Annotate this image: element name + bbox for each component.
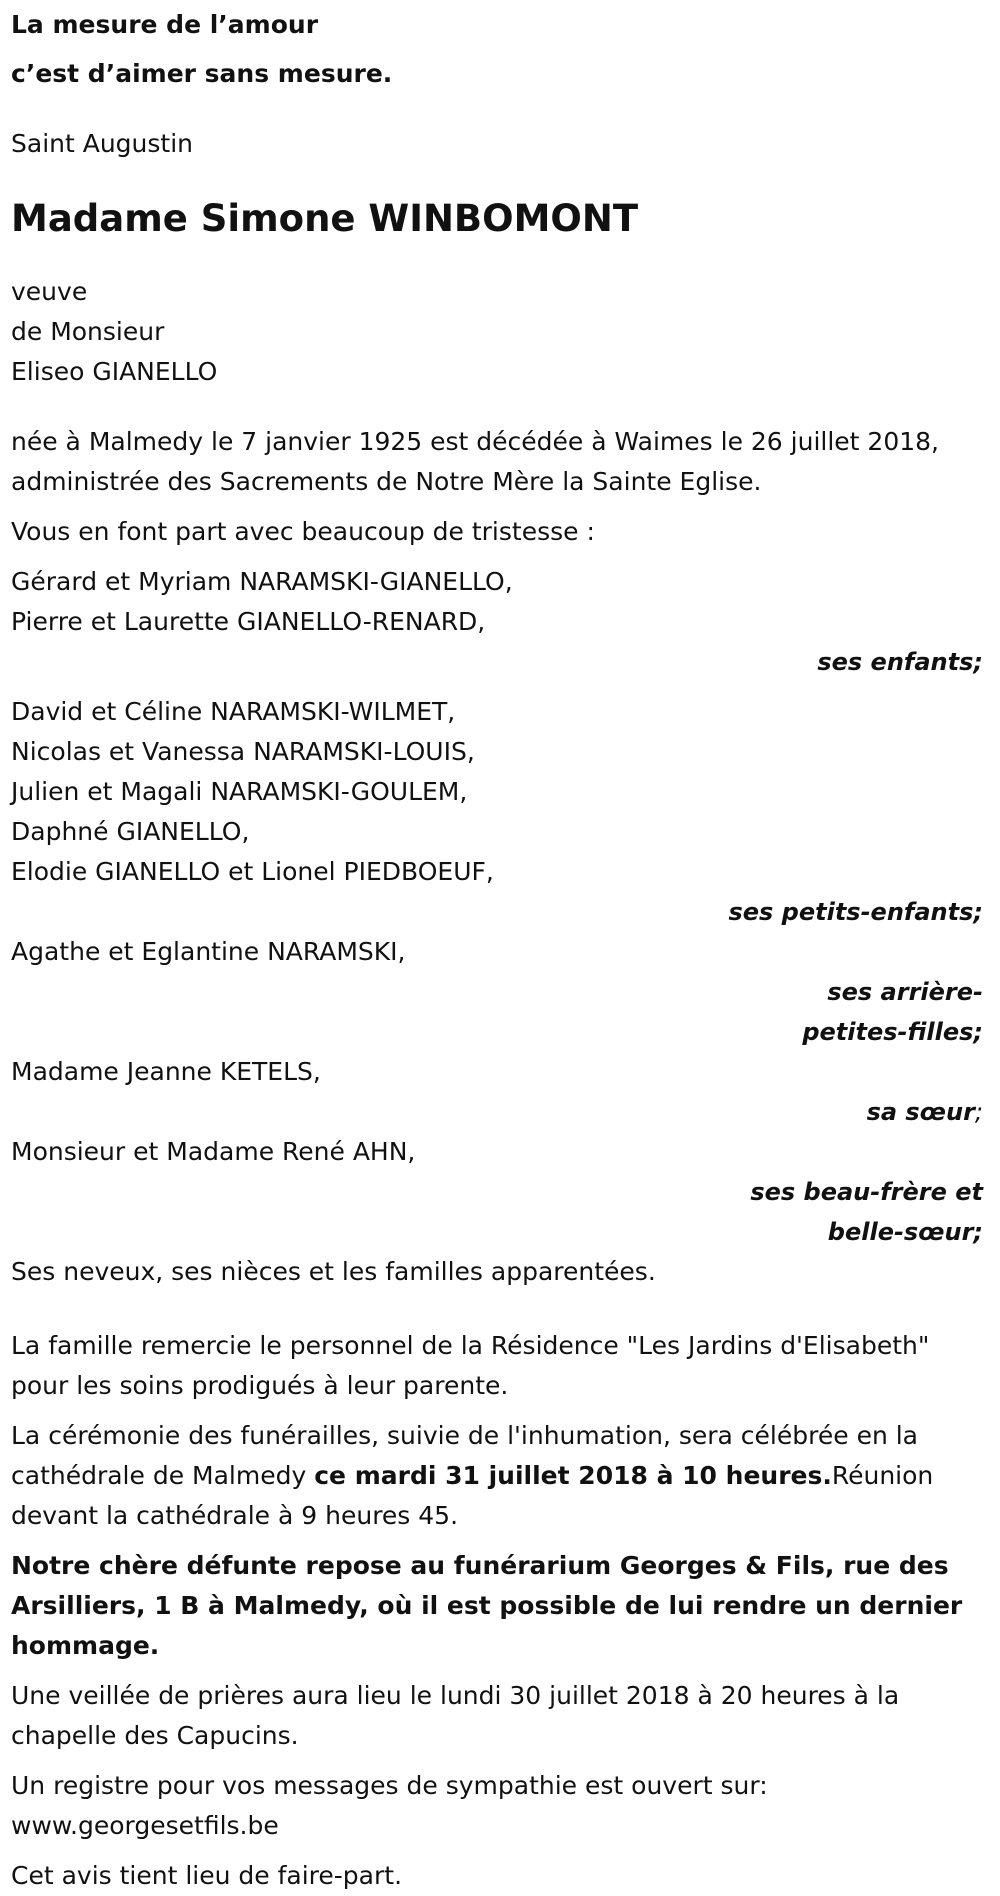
vigil-line-2: chapelle des Capucins. <box>11 1721 299 1750</box>
thanks-line-1: La famille remercie le personnel de la Résidence "Les Jardins d'Elisabeth" <box>11 1331 930 1360</box>
vigil-line-1: Une veillée de prières aura lieu le lundi 30 juillet 2018 à 20 heures à la <box>11 1681 900 1710</box>
deceased-name: Madame Simone WINBOMONT <box>11 197 639 240</box>
ceremony-line-2 <box>11 1456 986 1496</box>
great-grandchildren-group <box>11 932 986 1052</box>
sister-role-text: sa sœur <box>866 1098 975 1126</box>
grandchild-name: Nicolas et Vanessa NARAMSKI-LOUIS, <box>11 737 475 766</box>
closing-note: Cet avis tient lieu de faire-part. <box>11 1861 403 1890</box>
viewing-line-1: Notre chère défunte repose au funérarium Georges & Fils, rue des <box>11 1551 949 1580</box>
sister-role <box>11 1092 986 1132</box>
great-grandchildren-role-line-1: ses arrière- <box>827 978 983 1006</box>
sister-role-punct: ; <box>974 1098 983 1126</box>
viewing-paragraph <box>11 1546 986 1666</box>
widow-line-1: veuve <box>11 277 88 306</box>
grandchild-name: Elodie GIANELLO et Lionel PIEDBOEUF, <box>11 857 494 886</box>
register-line: Un registre pour vos messages de sympathie est ouvert sur: <box>11 1771 768 1800</box>
extended-family: Ses neveux, ses nièces et les familles apparentées. <box>11 1257 656 1286</box>
obituary-notice <box>11 0 986 1896</box>
grandchild-name: David et Céline NARAMSKI-WILMET, <box>11 697 456 726</box>
quote-author: Saint Augustin <box>11 129 194 158</box>
sister-name: Madame Jeanne KETELS, <box>11 1057 321 1086</box>
register-url[interactable]: www.georgesetfils.be <box>11 1811 279 1840</box>
ceremony-place: cathédrale de Malmedy <box>11 1461 315 1490</box>
children-role: ses enfants; <box>817 648 983 676</box>
children-group <box>11 562 986 682</box>
child-name: Pierre et Laurette GIANELLO-RENARD, <box>11 607 486 636</box>
grandchild-name: Daphné GIANELLO, <box>11 817 250 846</box>
in-laws-role-line-2: belle-sœur; <box>827 1218 983 1246</box>
child-name: Gérard et Myriam NARAMSKI-GIANELLO, <box>11 567 513 596</box>
quote-line-1: La mesure de l’amour <box>11 10 319 39</box>
ceremony-paragraph <box>11 1416 986 1536</box>
in-laws-group <box>11 1132 986 1252</box>
in-laws-name: Monsieur et Madame René AHN, <box>11 1137 416 1166</box>
birth-death-line-2: administrée des Sacrements de Notre Mère la Sainte Eglise. <box>11 467 762 496</box>
ceremony-line-3: devant la cathédrale à 9 heures 45. <box>11 1501 459 1530</box>
grandchild-name: Julien et Magali NARAMSKI-GOULEM, <box>11 777 468 806</box>
widow-line-2: de Monsieur <box>11 317 165 346</box>
thanks-line-2: pour les soins prodigués à leur parente. <box>11 1371 509 1400</box>
great-grandchildren-role-line-2: petites-filles; <box>802 1018 983 1046</box>
grandchildren-group <box>11 692 986 932</box>
sister-group <box>11 1052 986 1132</box>
ceremony-line-1: La cérémonie des funérailles, suivie de l'inhumation, sera célébrée en la <box>11 1421 919 1450</box>
viewing-line-2: Arsilliers, 1 B à Malmedy, où il est possible de lui rendre un dernier <box>11 1591 963 1620</box>
birth-death-line-1: née à Malmedy le 7 janvier 1925 est décédée à Waimes le 26 juillet 2018, <box>11 427 939 456</box>
ceremony-datetime: ce mardi 31 juillet 2018 à 10 heures. <box>314 1461 832 1490</box>
announcement-intro: Vous en font part avec beaucoup de tristesse : <box>11 517 595 546</box>
great-grandchildren-name: Agathe et Eglantine NARAMSKI, <box>11 937 406 966</box>
in-laws-role-line-1: ses beau-frère et <box>750 1178 983 1206</box>
grandchildren-role: ses petits-enfants; <box>728 898 983 926</box>
quote-line-2: c’est d’aimer sans mesure. <box>11 59 393 88</box>
viewing-line-3: hommage. <box>11 1631 160 1660</box>
widow-line-3: Eliseo GIANELLO <box>11 357 218 386</box>
ceremony-meeting: Réunion <box>831 1461 934 1490</box>
